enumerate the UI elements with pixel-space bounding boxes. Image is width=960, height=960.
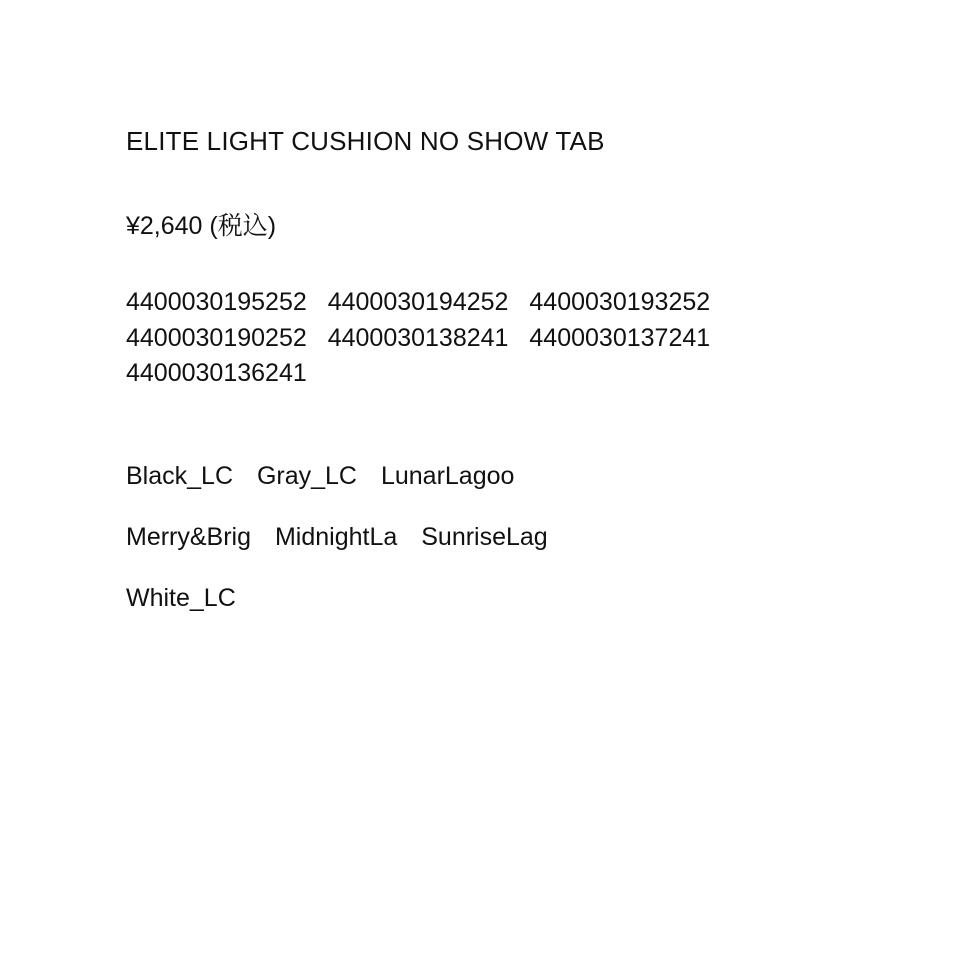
sku-code: 4400030195252: [126, 288, 307, 317]
sku-code: 4400030138241: [327, 323, 509, 352]
sku-code: 4400030193252: [529, 288, 711, 317]
color-line: [126, 523, 846, 552]
color-name: Black_LC: [126, 461, 233, 490]
sku-code: 4400030194252: [327, 288, 509, 317]
color-name: White_LC: [126, 583, 236, 612]
color-name: Merry&Brig: [126, 522, 252, 551]
color-name: MidnightLa: [274, 522, 398, 551]
color-line: [126, 462, 846, 491]
color-name: Gray_LC: [256, 461, 357, 490]
sku-list: [126, 285, 836, 392]
sku-line: [126, 356, 836, 392]
price-value: ¥2,640: [126, 212, 203, 241]
sku-line: [126, 285, 836, 321]
price-tax-note: (税込): [209, 212, 277, 241]
price-row: [126, 211, 960, 241]
sku-code: 4400030136241: [126, 359, 307, 388]
sku-code: 4400030137241: [529, 323, 711, 352]
sku-line: [126, 321, 836, 357]
page-title: ELITE LIGHT CUSHION NO SHOW TAB: [126, 126, 605, 156]
color-line: [126, 584, 846, 613]
color-name: SunriseLag: [421, 522, 548, 551]
color-name: LunarLagoo: [380, 461, 515, 490]
color-list: [126, 462, 846, 613]
sku-code: 4400030190252: [126, 323, 307, 352]
